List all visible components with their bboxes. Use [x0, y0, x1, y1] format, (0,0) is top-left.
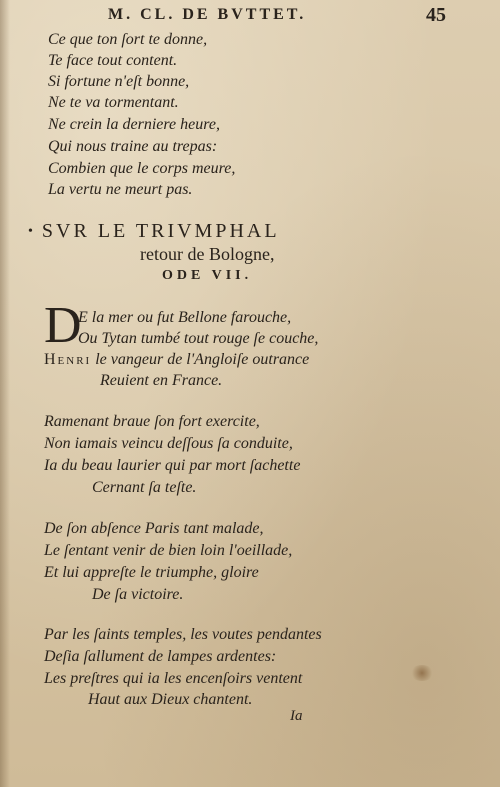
verse-line: De ſa victoire.	[92, 586, 184, 603]
verse-line: Haut aux Dieux chantent.	[88, 691, 253, 708]
verse-line: Deſia ſallument de lampes ardentes:	[44, 648, 277, 665]
page-header	[60, 6, 500, 28]
verse-line: Ramenant braue ſon fort exercite,	[44, 413, 260, 430]
verse-line: Ou Tytan tumbé tout rouge ſe couche,	[78, 330, 319, 347]
verse-line-rest: le vangeur de l'Angloiſe outrance	[95, 351, 310, 368]
verse-line: Ne crein la derniere heure,	[48, 116, 220, 133]
verse-line: Te face tout content.	[48, 52, 178, 69]
verse-line: E la mer ou fut Bellone farouche,	[78, 309, 292, 326]
verse-line: Par les ſaints temples, les voutes pendantes	[44, 626, 322, 643]
verse-line: Le ſentant venir de bien loin l'oeillade,	[44, 542, 293, 559]
poem-title	[28, 220, 280, 243]
verse-line: Et lui appreſte le triumphe, gloire	[44, 564, 259, 581]
title-ornament: •	[28, 223, 36, 239]
verse-line: Ce que ton ſort te donne,	[48, 31, 208, 48]
ink-stain	[410, 665, 434, 681]
ode-number: ODE VII.	[162, 268, 253, 283]
verse-line	[44, 351, 309, 369]
verse-line: Ia du beau laurier qui par mort ſachette	[44, 457, 301, 474]
king-name: Henri	[44, 351, 92, 368]
verse-line: Les preſtres qui ia les encenſoirs ventent	[44, 670, 303, 687]
running-head: M. CL. DE BVTTET.	[108, 6, 307, 23]
catchword: Ia	[290, 708, 303, 724]
verse-line: La vertu ne meurt pas.	[48, 181, 193, 198]
drop-cap: D	[44, 297, 82, 354]
verse-line: Cernant ſa teſte.	[92, 479, 197, 496]
poem-subtitle: retour de Bologne,	[140, 244, 275, 264]
verse-line: Si fortune n'eſt bonne,	[48, 73, 190, 90]
verse-line: Qui nous traine au trepas:	[48, 138, 218, 155]
verse-line: Ne te va tormentant.	[48, 94, 179, 111]
poem-title-text: SVR LE TRIVMPHAL	[41, 220, 280, 242]
verse-line: Combien que le corps meure,	[48, 160, 236, 177]
verse-line: Reuient en France.	[100, 372, 223, 389]
verse-line: De ſon abſence Paris tant malade,	[44, 520, 264, 537]
verse-line: Non iamais veincu deſſous ſa conduite,	[44, 435, 293, 452]
page-number: 45	[426, 4, 446, 26]
page-gutter-shadow	[0, 0, 10, 787]
